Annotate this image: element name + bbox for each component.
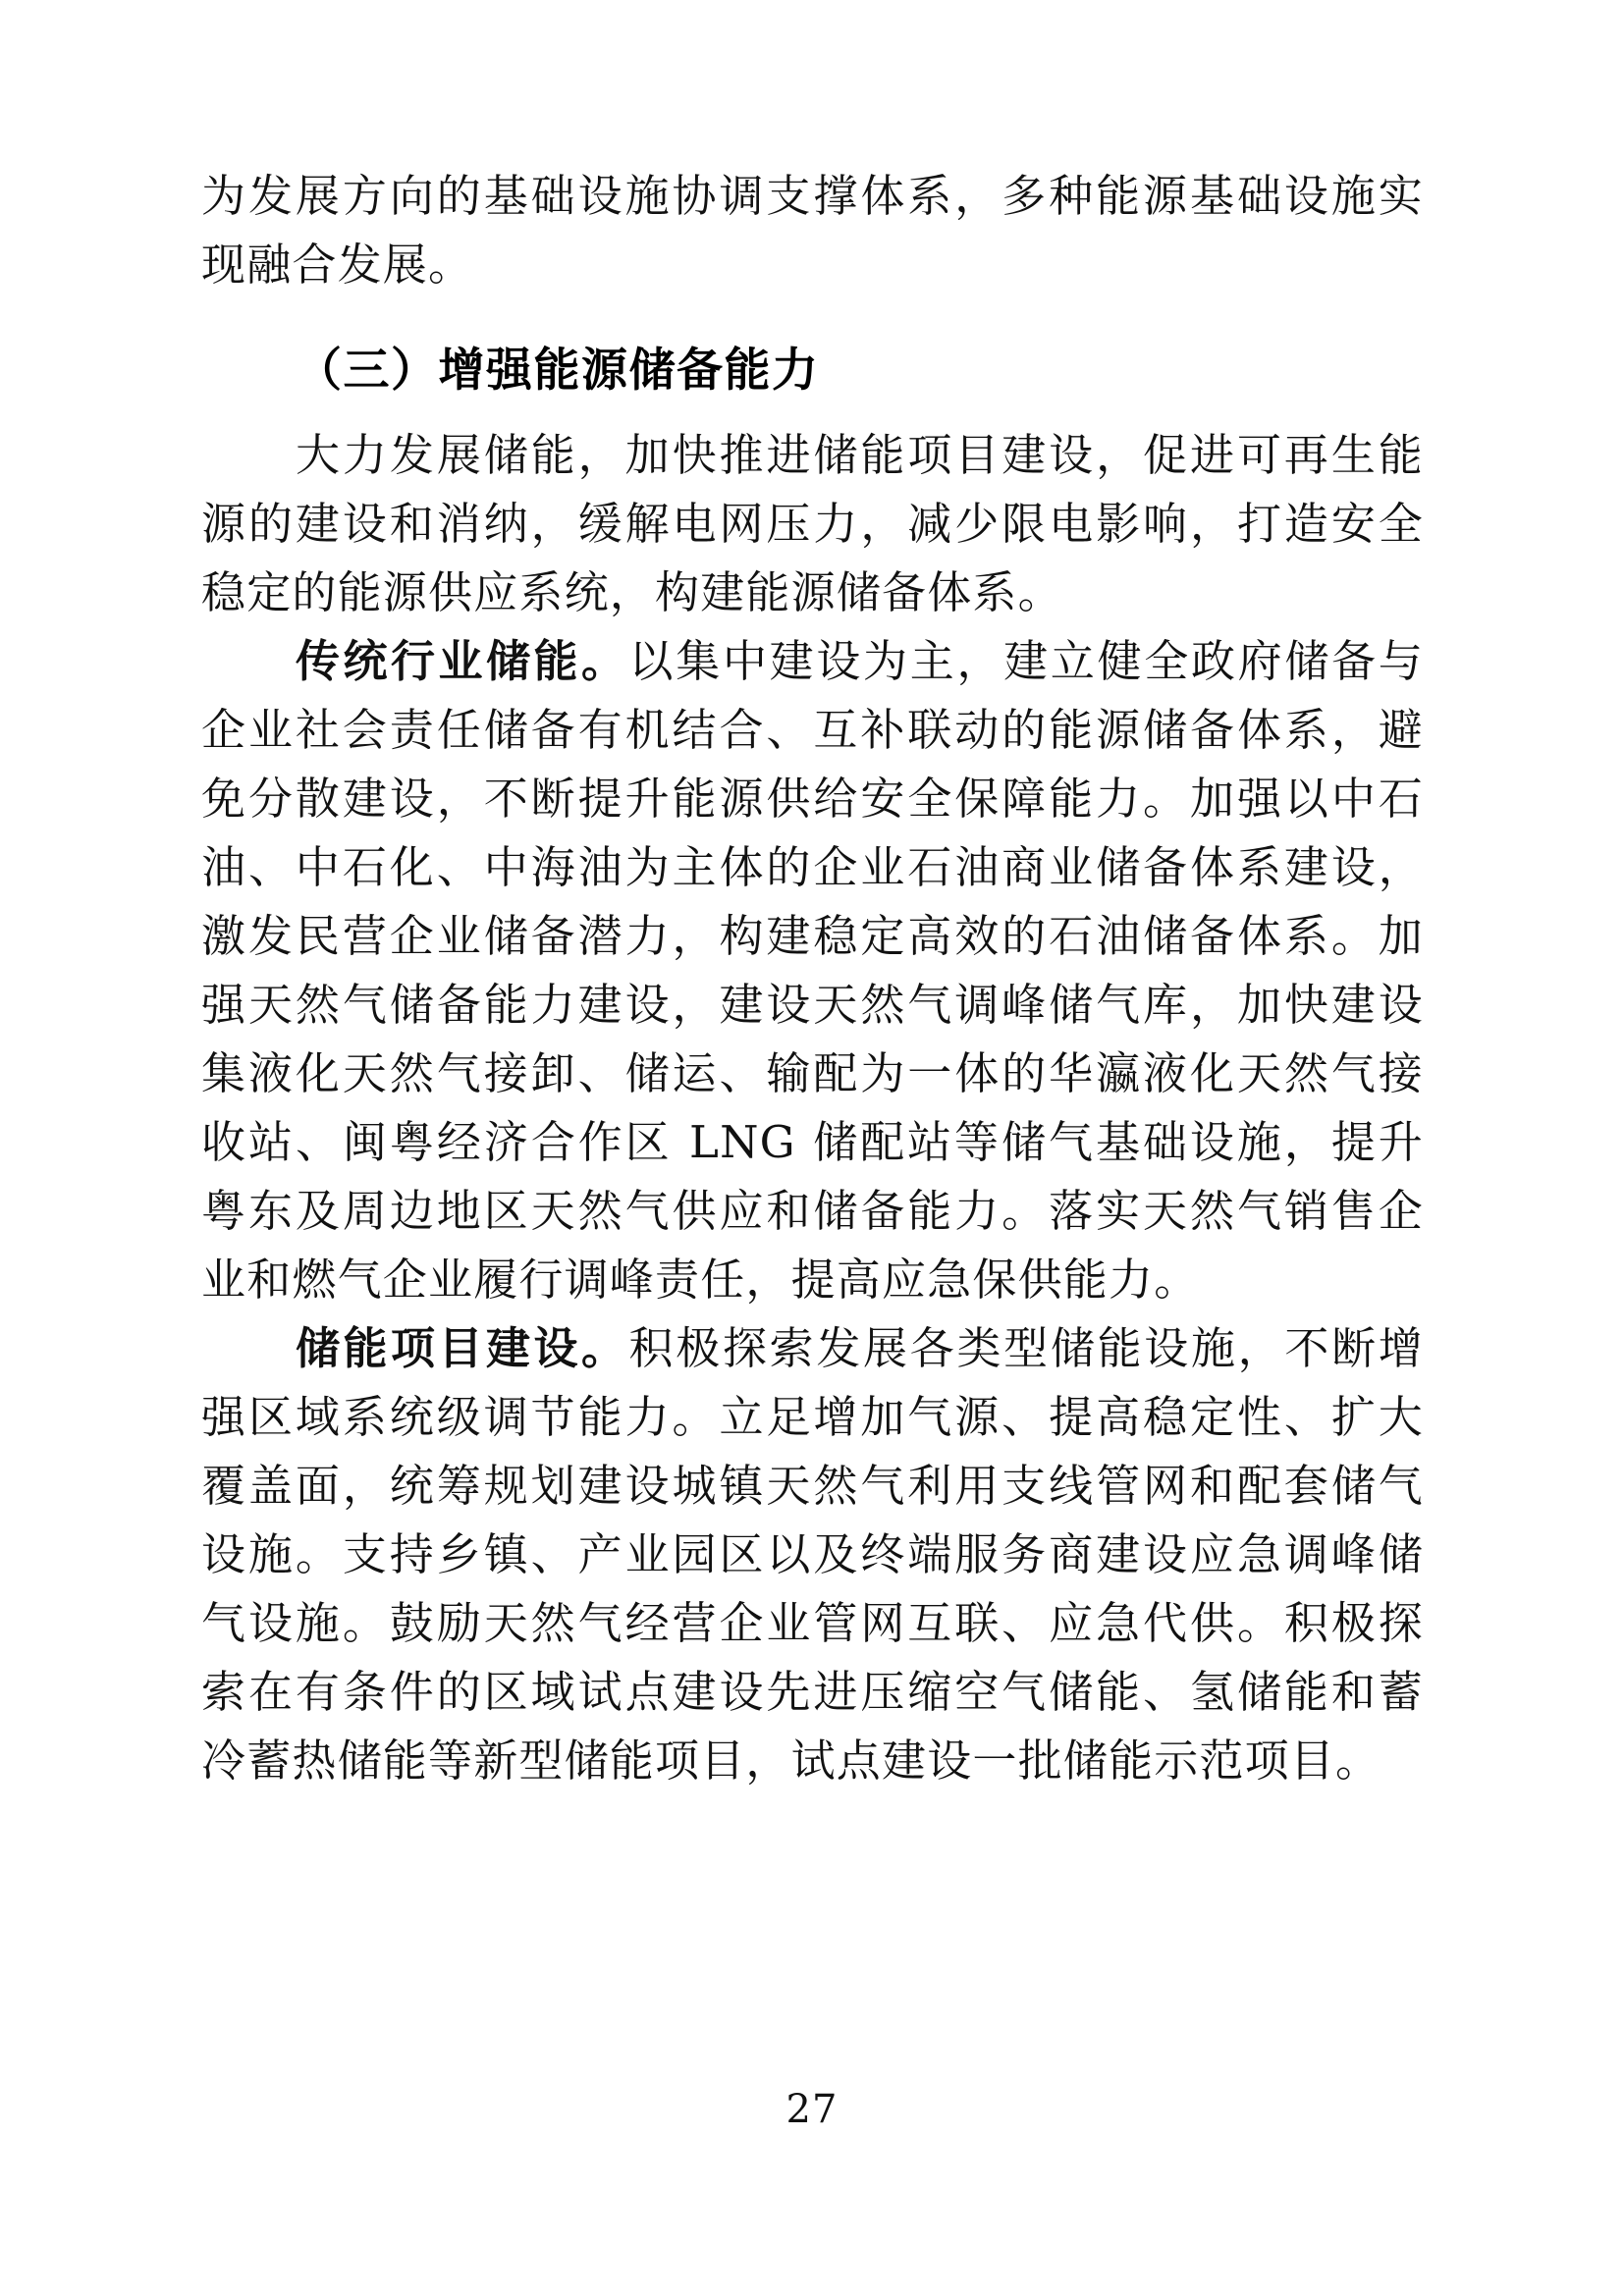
lead-in-traditional-industry-storage: 传统行业储能。 bbox=[296, 635, 629, 687]
paragraph-storage-project-construction bbox=[201, 1314, 1424, 1795]
paragraph-body-storage-project-construction: 积极探索发展各类型储能设施，不断增强区域系统级调节能力。立足增加气源、提高稳定性、扩大覆盖面，统筹规划建设城镇天然气利用支线管网和配套储气设施。支持乡镇、产业园区以及终端服务商建设应急调峰储气设施。鼓励天然气经营企业管网互联、应急代供。积极探索在有条件的区域试点建设先进压缩空气储能、氢储能和蓄冷蓄热储能等新型储能项目，试点建设一批储能示范项目。 bbox=[201, 1322, 1424, 1787]
paragraph-continued-infrastructure: 为发展方向的基础设施协调支撑体系，多种能源基础设施实现融合发展。 bbox=[201, 170, 1424, 291]
paragraph-develop-storage: 大力发展储能，加快推进储能项目建设，促进可再生能源的建设和消纳，缓解电网压力，减少限电影响，打造安全稳定的能源供应系统，构建能源储备体系。 bbox=[201, 429, 1424, 618]
paragraph-traditional-industry-storage bbox=[201, 627, 1424, 1314]
page-number: 27 bbox=[785, 2087, 839, 2132]
spacer bbox=[201, 299, 1424, 315]
section-heading-energy-reserve: （三）增强能源储备能力 bbox=[296, 344, 820, 398]
page-footer bbox=[0, 2086, 1624, 2133]
page-content-area bbox=[201, 162, 1424, 1795]
paragraph-body-traditional-industry-storage: 以集中建设为主，建立健全政府储备与企业社会责任储备有机结合、互补联动的能源储备体系，避免分散建设，不断提升能源供给安全保障能力。加强以中石油、中石化、中海油为主体的企业石油商业储备体系建设，激发民营企业储备潜力，构建稳定高效的石油储备体系。加强天然气储备能力建设，建设天然气调峰储气库，加快建设集液化天然气接卸、储运、输配为一体的华瀛液化天然气接收站、闽粤经济合作区 LNG 储配站等储气基础设施，提升粤东及周边地区天然气供应和储备能力。落实天然气销售企业和燃气企业履行调峰责任，提高应急保供能力。 bbox=[201, 635, 1424, 1306]
lead-in-storage-project-construction: 储能项目建设。 bbox=[296, 1322, 629, 1374]
